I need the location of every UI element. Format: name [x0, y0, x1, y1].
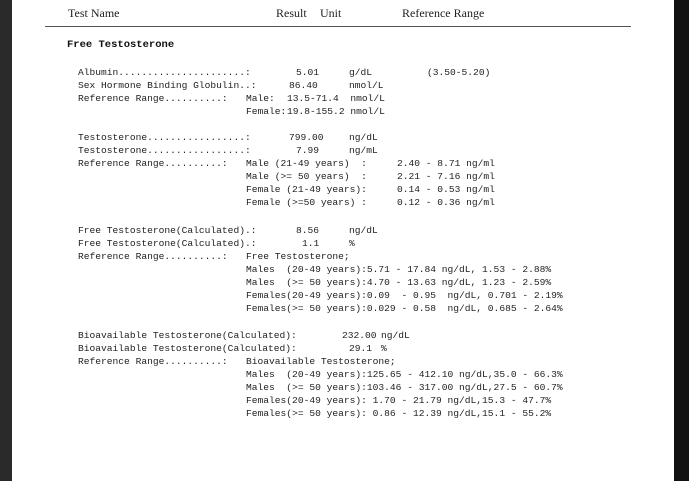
report-text: Males (20-49 years):125.65 - 412.10 ng/dL,35.0 - 66.3%	[246, 369, 563, 380]
header-reference-range: Reference Range	[402, 6, 485, 20]
report-text: 2.40 - 8.71 ng/ml	[397, 158, 495, 169]
report-text: Testosterone.................:	[78, 145, 251, 156]
report-text: Bioavailable Testosterone;	[246, 356, 396, 367]
report-text: Female (21-49 years):	[246, 184, 367, 195]
report-text: Reference Range..........:	[78, 93, 228, 104]
report-text: Testosterone.................:	[78, 132, 251, 143]
report-text: 5.01	[296, 67, 320, 78]
report-text: 799.00	[289, 132, 324, 143]
report-text: nmol/L	[349, 80, 384, 91]
scan-left-edge	[0, 0, 12, 481]
report-text: Females(>= 50 years):0.029 - 0.58 ng/dL, 0.685 - 2.64%	[246, 303, 563, 314]
report-text: 29.1	[349, 343, 373, 354]
report-text: Male:	[246, 93, 275, 104]
report-text: 8.56	[296, 225, 320, 236]
header-result: Result	[276, 6, 307, 20]
report-text: Free Testosterone(Calculated).:	[78, 225, 257, 236]
report-text: Females(>= 50 years): 0.86 - 12.39 ng/dL,15.1 - 55.2%	[246, 408, 552, 419]
report-text: ng/dL	[349, 225, 378, 236]
section-title: Free Testosterone	[67, 39, 175, 51]
report-text: Males (>= 50 years):4.70 - 13.63 ng/dL, 1.23 - 2.59%	[246, 277, 552, 288]
report-text: Female (>=50 years) :	[246, 197, 367, 208]
report-text: Reference Range..........:	[78, 251, 228, 262]
report-text: Females(20-49 years):0.09 - 0.95 ng/dL, 0.701 - 2.19%	[246, 290, 563, 301]
report-text: Males (20-49 years):5.71 - 17.84 ng/dL, 1.53 - 2.88%	[246, 264, 552, 275]
report-text: 19.8-155.2 nmol/L	[287, 106, 385, 117]
report-text: 7.99	[296, 145, 320, 156]
report-text: Albumin......................:	[78, 67, 251, 78]
report-text: Free Testosterone;	[246, 251, 350, 262]
report-text: Female:	[246, 106, 287, 117]
report-text: ng/dL	[381, 330, 410, 341]
report-text: Reference Range..........:	[78, 356, 228, 367]
report-text: %	[381, 343, 387, 354]
report-text: Bioavailable Testosterone(Calculated):	[78, 343, 297, 354]
report-text: %	[349, 238, 355, 249]
report-text: 86.40	[289, 80, 318, 91]
report-text: 232.00	[342, 330, 377, 341]
report-text: ng/dL	[349, 132, 378, 143]
report-text: (3.50-5.20)	[427, 67, 491, 78]
header-unit: Unit	[320, 6, 342, 20]
header-test-name: Test Name	[68, 6, 120, 20]
report-text: 1.1	[302, 238, 320, 249]
report-text: g/dL	[349, 67, 373, 78]
report-text: ng/mL	[349, 145, 378, 156]
report-text: 13.5-71.4 nmol/L	[287, 93, 385, 104]
report-text: Sex Hormone Binding Globulin..:	[78, 80, 257, 91]
report-text: Males (>= 50 years):103.46 - 317.00 ng/dL,27.5 - 60.7%	[246, 382, 563, 393]
report-text: Free Testosterone(Calculated).:	[78, 238, 257, 249]
report-text: Male (21-49 years) :	[246, 158, 367, 169]
scan-right-edge	[674, 0, 689, 481]
report-text: Male (>= 50 years) :	[246, 171, 367, 182]
report-text: Reference Range..........:	[78, 158, 228, 169]
report-text: Bioavailable Testosterone(Calculated):	[78, 330, 297, 341]
report-text: 0.14 - 0.53 ng/ml	[397, 184, 495, 195]
report-text: 0.12 - 0.36 ng/ml	[397, 197, 495, 208]
report-text: Females(20-49 years): 1.70 - 21.79 ng/dL,15.3 - 47.7%	[246, 395, 552, 406]
report-text: 2.21 - 7.16 ng/ml	[397, 171, 495, 182]
header-divider	[45, 26, 631, 27]
